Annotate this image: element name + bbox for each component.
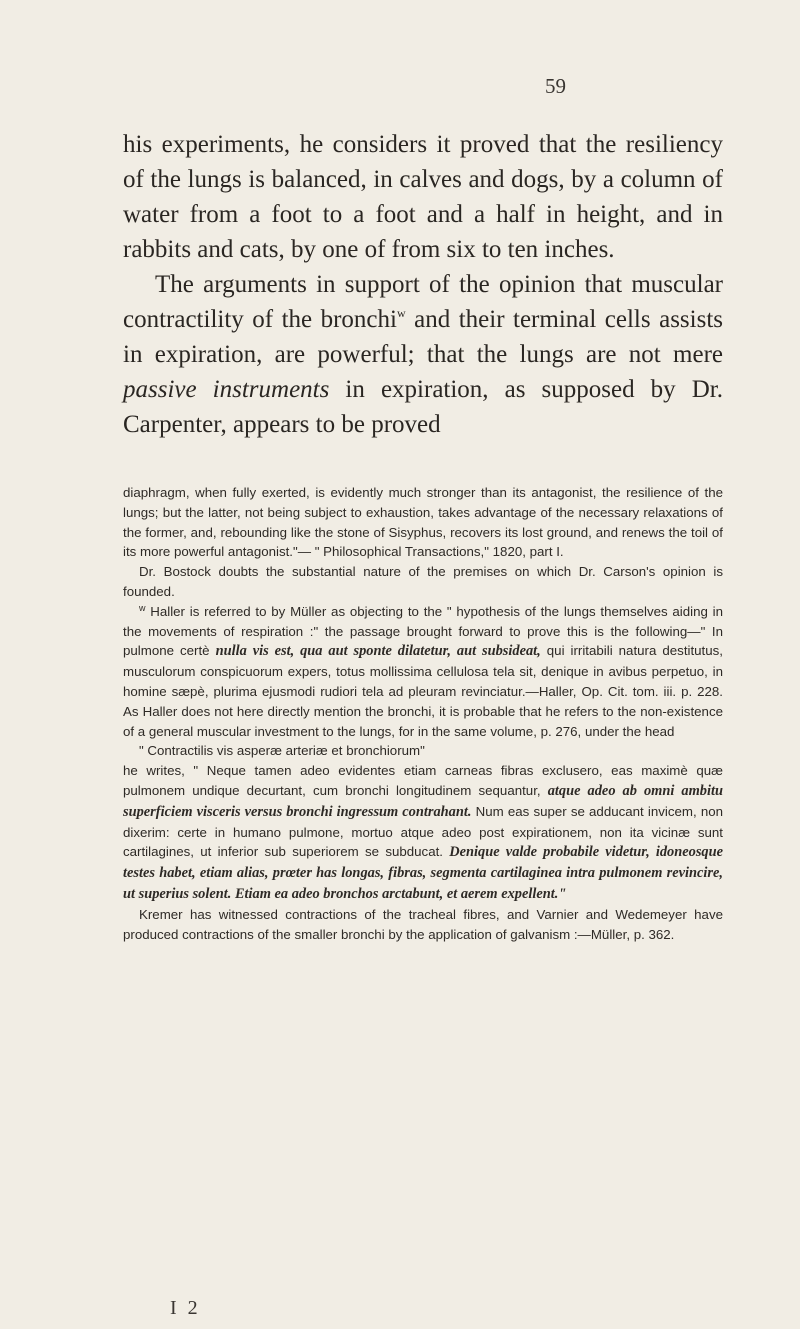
footnote: Kremer has witnessed contractions of the tracheal fibres, and Varnier and Wedemeyer have produced contractions of the smaller bronchi by the application of galvanism :—Müller, p. 362. [123,906,723,942]
signature-mark: I 2 [170,1297,201,1319]
footnote: Dr. Bostock doubts the substantial nature of the premises on which Dr. Carson's opinion is founded. [123,564,723,599]
italic-phrase: nulla vis est, qua aut sponte dilatetur, aut subsideat, [215,643,541,660]
main-paragraph [123,267,723,442]
text-span: qui irritabili natura destitutus, musculorum conspicuorum expers, totus mollissima cellulosa tela sit, denique in avibus perpetuo, in homine sæpè, plurima ejusmodi rudiori tela ad pleuram revinciatur.—Haller, Op. Cit. tom. iii. p. 228. As Haller does not here directly mention the bronchi, it is probable that he refers to the non-existence of a general muscular investment to the lungs, for in the same volume, p. 276, under the head [123,643,723,739]
italic-phrase: atque adeo ab omni ambitu superficiem visceris versus bronchi ingressum contrahant. [123,782,723,820]
footnote-heading: " Contractilis vis asperæ arteriæ et bronchiorum" [139,743,425,759]
main-paragraph: his experiments, he considers it proved that the resiliency of the lungs is balanced, in calves and dogs, by a column of water from a foot to a foot and a half in height, and in rabbits and cats, by one of from six to ten inches. [123,131,723,263]
footnotes [123,483,723,944]
main-text [123,127,723,442]
text-span: in expiration, as supposed by Dr. Carpenter, appears to be proved [123,376,723,438]
text-span: and their terminal cells assists in expiration, are powerful; that the lungs are not mere [123,306,723,368]
italic-phrase: passive instruments [123,376,330,403]
footnote: diaphragm, when fully exerted, is evidently much stronger than its antagonist, the resilience of the lungs; but the latter, not being subject to exhaustion, takes advantage of the necessary relaxations of the former, and, rebounding like the stone of Sisyphus, recovers its lost ground, and renews the toil of its more powerful antagonist."— " Philosophical Transactions," 1820, part I. [123,485,723,560]
footnote-marker: w [396,306,406,320]
italic-phrase: Denique valde probabile videtur, idoneosque testes habet, etiam alias, prœter has longas, fibras, segmenta cartilaginea intra pulmonem revincire, ut superius solent. Etiam ea adeo bronchos arctabunt, et aerem expellent." [123,844,723,902]
text-span: he writes, " Neque tamen adeo evidentes etiam carneas fibras exclusero, eas maximè quæ pulmonem undique decurtant, cum bronchi longitudinem sequantur, [123,763,723,798]
footnote-marker: w [139,602,146,613]
text-span: Haller is referred to by Müller as objecting to the " hypothesis of the lungs themselves aiding in the movements of respiration :" the passage brought forward to prove this is the following—" In pulmone certè [123,603,723,659]
text-span: The arguments in support of the opinion that muscular contractility of the bronchi [123,271,723,333]
footnote [123,761,723,905]
page-number: 59 [545,74,566,98]
text-span: Num eas super se adducant invicem, non dixerim: certe in humano pulmone, mortuo atque adeo post expirationem, non ita vicinæ sunt cartilagines, ut inferior sub superiorem se subducat. [123,803,723,860]
footnote [123,602,723,742]
